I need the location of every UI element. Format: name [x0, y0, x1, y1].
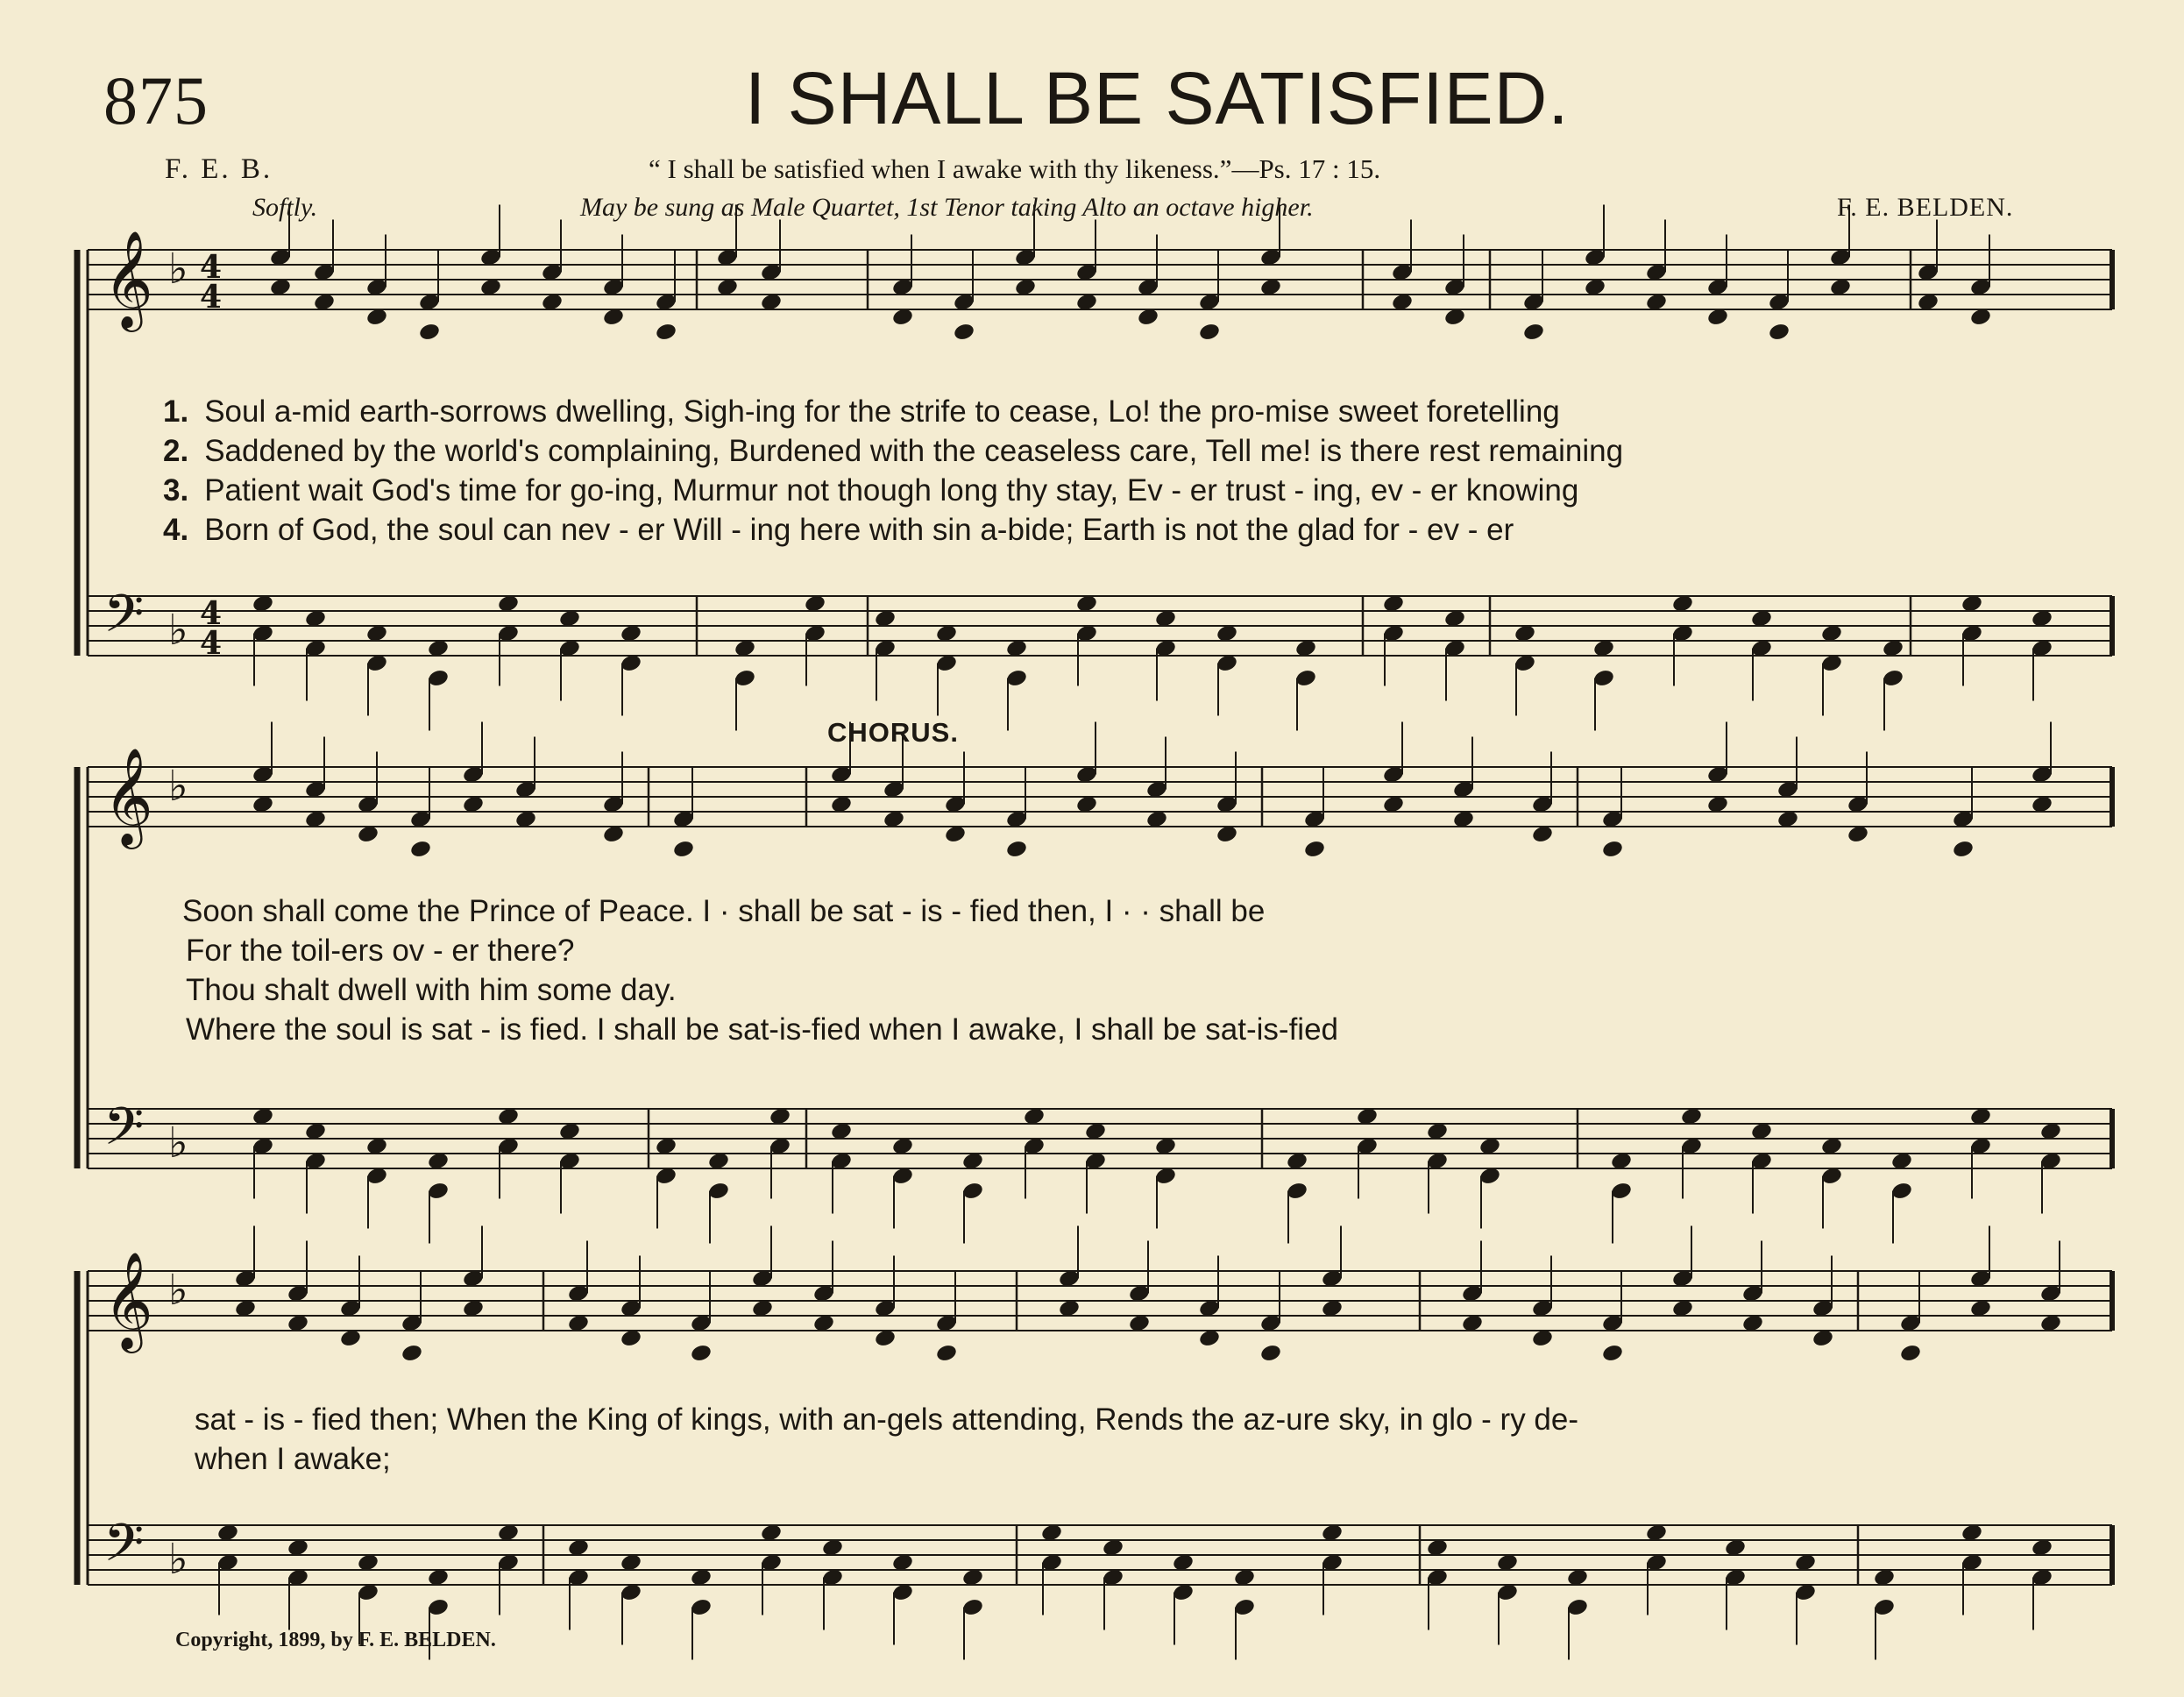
- chorus-lyric-line-2: For the toil-ers ov - er there?: [186, 934, 575, 968]
- bass-clef-icon: 𝄢: [103, 1096, 145, 1169]
- flat-icon: ♭: [168, 245, 188, 294]
- note-head: [953, 322, 975, 342]
- system3-lyric-line-1: sat - is - fied then; When the King of kings, with an-gels attending, Rends the az-ure sky, in glo - ry de-: [195, 1402, 1579, 1437]
- bass-clef-icon: 𝄢: [103, 583, 145, 657]
- verse-text: Born of God, the soul can nev - er Will - ing here with sin a-bide; Earth is not the glad for - ev - er: [204, 513, 1514, 547]
- verse-text: Saddened by the world's complaining, Burdened with the ceaseless care, Tell me! is there rest remaining: [204, 434, 1624, 468]
- note-head: [672, 839, 695, 859]
- note-head: [1601, 1343, 1624, 1363]
- verse-line-4: [163, 513, 1514, 548]
- note-head: [1601, 839, 1624, 859]
- verse-line-2: [163, 434, 1623, 469]
- verse-text: Patient wait God's time for go-ing, Murmur not though long thy stay, Ev - er trust - ing, ev - er knowing: [204, 473, 1579, 508]
- scripture-reference: “ I shall be satisfied when I awake with thy likeness.”—Ps. 17 : 15.: [649, 153, 1381, 184]
- flat-icon: ♭: [168, 606, 188, 655]
- hymn-number: 875: [103, 62, 209, 138]
- performance-note: May be sung as Male Quartet, 1st Tenor taking Alto an octave higher.: [580, 193, 1314, 222]
- verse-text: Soul a-mid earth-sorrows dwelling, Sigh-ing for the strife to cease, Lo! the pro-mise sweet foretelling: [204, 394, 1560, 429]
- treble-clef-icon: 𝄞: [103, 1251, 153, 1349]
- treble-clef-icon: 𝄞: [103, 230, 153, 328]
- verse-number: 1.: [163, 394, 189, 429]
- note-head: [1198, 322, 1221, 342]
- note-head: [1259, 1343, 1282, 1363]
- time-signature-bottom: 4: [200, 279, 223, 316]
- verse-number: 3.: [163, 473, 189, 508]
- hymn-title: I SHALL BE SATISFIED.: [745, 57, 1570, 139]
- time-signature-top: 4: [200, 249, 223, 286]
- note-head: [690, 1343, 713, 1363]
- copyright-notice: Copyright, 1899, by F. E. BELDEN.: [175, 1629, 496, 1651]
- chorus-lyric-line-3: Thou shalt dwell with him some day.: [186, 973, 677, 1007]
- note-head: [1005, 839, 1028, 859]
- note-head: [418, 322, 441, 342]
- flat-icon: ♭: [168, 762, 188, 811]
- time-signature-bottom: 4: [200, 625, 223, 662]
- flat-icon: ♭: [168, 1118, 188, 1168]
- note-head: [1899, 1343, 1922, 1363]
- note-head: [1768, 322, 1790, 342]
- note-head: [409, 839, 432, 859]
- note-head: [1952, 839, 1975, 859]
- note-head: [935, 1343, 958, 1363]
- bass-clef-icon: 𝄢: [103, 1512, 145, 1586]
- chorus-lyric-line-1: Soon shall come the Prince of Peace. I · shall be sat - is - fied then, I · · shall be: [182, 894, 1266, 928]
- chorus-label: CHORUS.: [827, 717, 959, 748]
- verse-line-3: [163, 473, 1578, 508]
- tempo-marking: Softly.: [252, 193, 318, 222]
- time-signature-top: 4: [200, 595, 223, 632]
- verse-number: 4.: [163, 513, 189, 547]
- note-head: [1522, 322, 1545, 342]
- note-head: [1303, 839, 1326, 859]
- flat-icon: ♭: [168, 1535, 188, 1584]
- system3-lyric-line-2: when I awake;: [195, 1442, 391, 1476]
- verse-line-1: [163, 394, 1560, 430]
- words-author: F. E. B.: [165, 153, 273, 185]
- treble-clef-icon: 𝄞: [103, 747, 153, 845]
- chorus-lyric-line-4: Where the soul is sat - is fied. I shall be sat-is-fied when I awake, I shall be sat-is-fied: [186, 1012, 1339, 1047]
- note-head: [655, 322, 677, 342]
- note-head: [401, 1343, 423, 1363]
- verse-number: 2.: [163, 434, 189, 468]
- flat-icon: ♭: [168, 1266, 188, 1315]
- composer: F. E. BELDEN.: [1837, 193, 2014, 222]
